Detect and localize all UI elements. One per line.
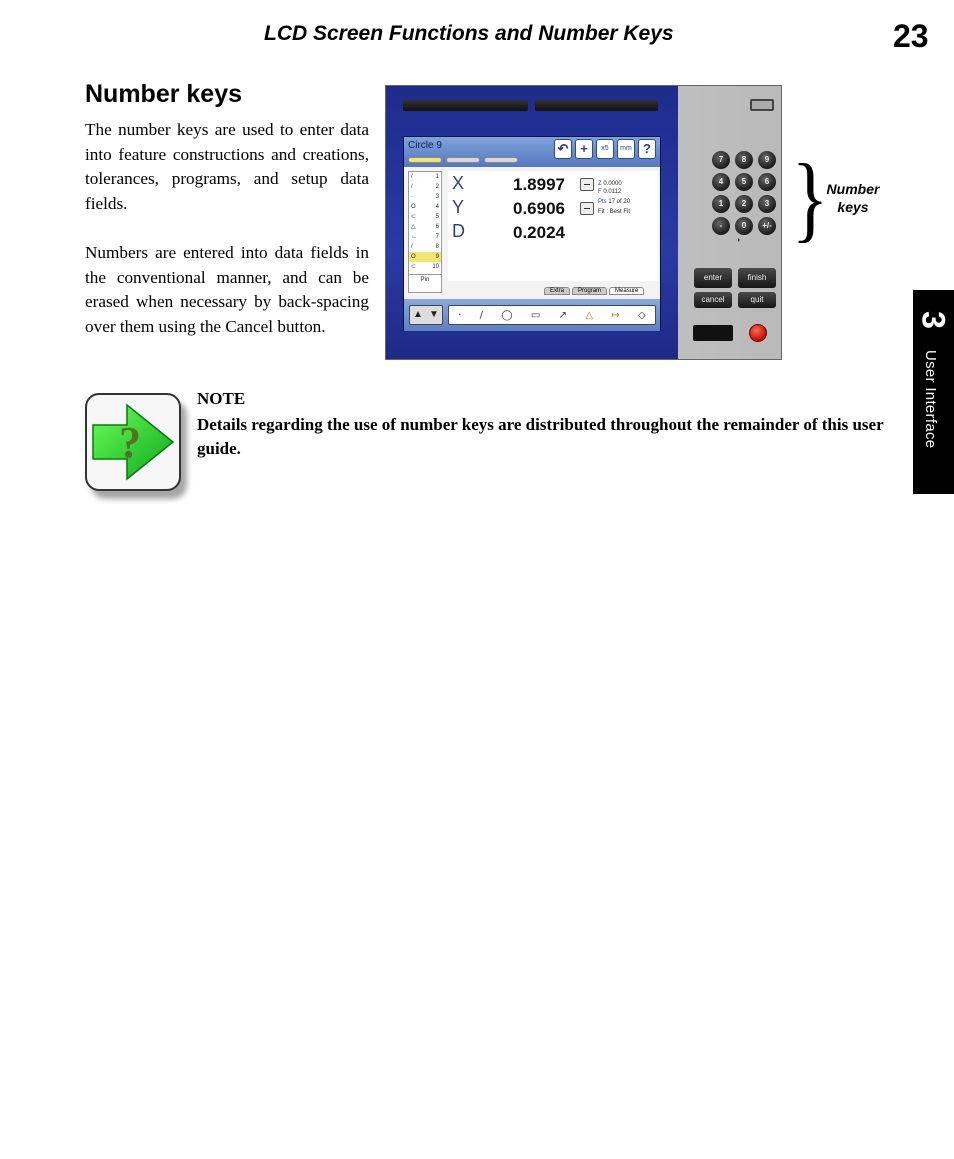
feature-number: 8 — [435, 244, 439, 250]
bezel-slot — [403, 100, 528, 111]
axis-label-d: D — [452, 221, 465, 241]
key-8: 8 — [735, 151, 753, 169]
screen-tab-pill — [484, 157, 518, 163]
feature-number: 9 — [435, 254, 439, 260]
key-minus: - — [712, 217, 730, 235]
blank-key — [693, 325, 733, 341]
feature-icon: / — [411, 184, 413, 190]
chapter-number: 3 — [916, 311, 952, 329]
callout-line-2: keys — [837, 199, 869, 215]
number-keypad — [712, 151, 776, 235]
feature-icon: / — [411, 244, 413, 250]
feature-number: 10 — [432, 264, 439, 270]
list-item — [409, 192, 441, 202]
list-item — [409, 212, 441, 222]
list-item — [409, 172, 441, 182]
feature-number: 1 — [435, 174, 439, 180]
bezel-slot — [535, 100, 658, 111]
point-icon: · — [458, 309, 462, 321]
feature-tools — [448, 305, 656, 325]
slot-icon: ▭ — [530, 309, 541, 321]
note-question-arrow-icon — [85, 393, 181, 491]
svg-text:?: ? — [119, 418, 141, 467]
list-item — [409, 232, 441, 242]
pts-readout — [598, 198, 630, 206]
dro-readout — [448, 171, 658, 281]
z-label: Z — [598, 181, 602, 187]
axis-value-d: 0.2024 — [513, 223, 565, 242]
callout-brace: } — [791, 144, 829, 251]
pts-value: 17 of 20 — [608, 199, 631, 205]
help-icon: ? — [638, 139, 656, 159]
angle-icon: △ — [585, 309, 594, 321]
list-item — [409, 182, 441, 192]
feature-number: 4 — [435, 204, 439, 210]
feature-number: 5 — [435, 214, 439, 220]
key-5: 5 — [735, 173, 753, 191]
display-bezel — [386, 86, 678, 360]
feature-list — [408, 171, 442, 293]
power-icon — [749, 324, 767, 342]
key-1: 1 — [712, 195, 730, 213]
scroll-arrows — [409, 305, 443, 325]
running-header-title: LCD Screen Functions and Number Keys — [264, 22, 674, 45]
axis-label-y: Y — [452, 197, 465, 217]
lcd-screen — [403, 136, 661, 331]
feature-icon: ⊂ — [411, 264, 417, 270]
measure-toolbar — [404, 299, 660, 331]
eraser-icon: ◇ — [638, 309, 646, 321]
plus-icon: + — [575, 139, 593, 159]
minus-icon — [580, 178, 594, 191]
number-keys-callout — [821, 180, 885, 216]
axis-value-y: 0.6906 — [513, 199, 565, 218]
list-item — [409, 222, 441, 232]
cancel-key: cancel — [694, 292, 732, 308]
green-arrow-icon — [87, 395, 179, 489]
note-title: NOTE — [197, 389, 246, 408]
feature-icon: ↔ — [411, 234, 417, 240]
tab-measure: Measure — [609, 287, 644, 295]
tab-program: Program — [572, 287, 607, 295]
axis-value-x: 1.8997 — [513, 175, 565, 194]
circle-icon: ◯ — [501, 309, 513, 321]
brightness-icon: ◑ — [736, 236, 741, 244]
key-2: 2 — [735, 195, 753, 213]
body-paragraph-1: The number keys are used to enter data into feature constructions and creations, tolerances, programs, and setup data fields. — [85, 120, 369, 213]
list-item — [409, 242, 441, 252]
zoom-x5-button: x5 — [596, 139, 614, 159]
screen-tab-pill — [408, 157, 442, 163]
enter-key: enter — [694, 268, 732, 288]
feature-icon: O — [411, 254, 416, 260]
chapter-label: User Interface — [922, 350, 939, 449]
key-3: 3 — [758, 195, 776, 213]
key-9: 9 — [758, 151, 776, 169]
usb-port-icon — [750, 99, 774, 111]
axis-label-x: X — [452, 173, 465, 193]
note-body: Details regarding the use of number keys are distributed throughout the remainder of this user guide. — [197, 415, 884, 458]
callout-line-1: Number — [826, 181, 880, 197]
arrow-up-icon: ▲ — [413, 309, 423, 320]
feature-number: 6 — [435, 224, 439, 230]
feature-number: 7 — [435, 234, 439, 240]
pin-button — [409, 274, 441, 285]
list-item — [409, 202, 441, 212]
chapter-tab — [913, 290, 954, 494]
body-paragraph-2: Numbers are entered into data fields in the conventional manner, and can be erased when necessary by back-spacing over them using the Cancel button. — [85, 243, 369, 336]
z-value: 0.0000 — [603, 181, 622, 187]
distance-icon: ↦ — [611, 309, 620, 321]
feature-icon: △ — [411, 224, 416, 230]
feature-icon: / — [411, 174, 413, 180]
tab-extra: Extra — [544, 287, 570, 295]
feature-number: 2 — [435, 184, 439, 190]
key-6: 6 — [758, 173, 776, 191]
f-value: 0.0112 — [603, 189, 622, 195]
pts-label: Pts — [598, 199, 607, 205]
f-readout — [598, 188, 621, 196]
line-icon: ∕ — [479, 309, 484, 321]
pin-label: Pin — [420, 277, 430, 283]
key-0: 0 — [735, 217, 753, 235]
key-plus-minus: +/- — [758, 217, 776, 235]
key-4: 4 — [712, 173, 730, 191]
section-title: Number keys — [85, 80, 243, 108]
undo-icon: ↶ — [554, 139, 572, 159]
screen-tab-pill — [446, 157, 480, 163]
screen-subtabs — [544, 287, 644, 295]
units-button: mm — [617, 139, 635, 159]
feature-icon: ⊂ — [411, 214, 417, 220]
feature-icon: O — [411, 204, 416, 210]
minus-icon — [580, 202, 594, 215]
fit-readout: Fit : Best Fit — [598, 209, 631, 215]
f-label: F — [598, 189, 602, 195]
quit-key: quit — [738, 292, 776, 308]
finish-key: finish — [738, 268, 776, 288]
probe-icon: ↗ — [558, 309, 568, 321]
page-number: 23 — [893, 18, 929, 54]
arrow-down-icon: ▼ — [429, 309, 439, 320]
feature-icon: · — [411, 194, 413, 200]
key-7: 7 — [712, 151, 730, 169]
list-item — [409, 262, 441, 272]
feature-title: Circle 9 — [408, 140, 442, 151]
z-readout — [598, 180, 622, 188]
screen-title-bar — [404, 137, 660, 167]
feature-number: 3 — [435, 194, 439, 200]
device-figure — [385, 85, 782, 360]
list-item-selected — [409, 252, 441, 262]
